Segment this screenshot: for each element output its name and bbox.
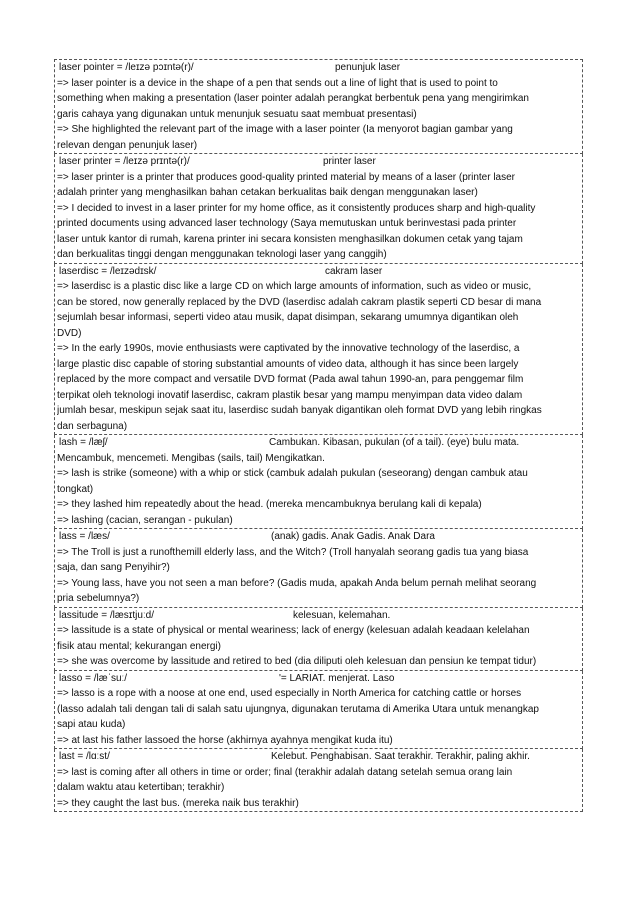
definition-line: can be stored, now generally replaced by the DVD (laserdisc adalah cakram plastik seperti CD besar di mana: [57, 296, 542, 308]
translation: printer laser: [323, 156, 376, 167]
example-line: printed documents using advanced laser technology (Saya memutuskan untuk berinvestasi pada printer: [57, 218, 517, 229]
example-line: => The Troll is just a runofthemill elderly lass, and the Witch? (Troll hanyalah seorang gadis tua yang biasa: [57, 546, 529, 558]
dictionary-document: [54, 59, 583, 812]
term: lasso = /læˈsuː/: [59, 672, 128, 684]
translation: Kelebut. Penghabisan. Saat terakhir. Terakhir, paling akhir.: [271, 751, 530, 762]
example-line: => they lashed him repeatedly about the head. (mereka mencambuknya berulang kali di kepala): [57, 499, 482, 510]
definition-line: => lasso is a rope with a noose at one end, used especially in North America for catching cattle or horses: [57, 688, 522, 699]
entry-header: [57, 608, 581, 624]
example-line: => She highlighted the relevant part of the image with a laser pointer (Ia menyorot bagian gambar yang: [57, 124, 513, 135]
definition-line: (lasso adalah tali dengan tali di salah satu ujungnya, digunakan terutama di Amerika Utara untuk menangkap: [57, 703, 539, 715]
example-line: laser untuk kantor di rumah, karena printer ini secara konsisten menghasilkan dokumen cetak yang tajam: [57, 233, 523, 245]
example-line: => Young lass, have you not seen a man before? (Gadis muda, apakah Anda belum pernah melihat seorang: [57, 577, 537, 589]
term: last = /lɑːst/: [59, 751, 110, 762]
entry-header: [57, 529, 581, 545]
example-line: => she was overcome by lassitude and retired to bed (dia diliputi oleh kelesuan dan pensiun ke tempat tidur): [57, 656, 537, 667]
term: laser pointer = /leɪzə pɔɪntə(r)/: [59, 62, 194, 73]
example-line: jumlah besar, meskipun sejak saat itu, laserdisc sudah banyak digantikan oleh format DVD yang lebih ringkas: [57, 405, 542, 416]
entry-lash: [54, 435, 583, 529]
entry-header: [57, 264, 581, 280]
term: lash = /læʃ/: [59, 437, 108, 448]
example-line: => I decided to invest in a laser printer for my home office, as it consistently produces sharp and high-quality: [57, 202, 536, 214]
definition-line: => laserdisc is a plastic disc like a large CD on which large amounts of information, such as video or music,: [57, 281, 532, 292]
translation: cakram laser: [325, 265, 383, 277]
definition-line: sejumlah besar informasi, seperti video atau musik, dapat disimpan, sekarang umumnya digantikan oleh: [57, 312, 519, 323]
definition-line: dalam waktu atau ketertiban; terakhir): [57, 782, 225, 793]
example-line: => they caught the last bus. (mereka naik bus terakhir): [57, 797, 299, 809]
entry-header: [57, 435, 581, 451]
example-line: large plastic disc capable of storing substantial amounts of video data, although it has since been largely: [57, 358, 519, 370]
definition-line: => laser printer is a printer that produces good-quality printed material by means of a laser (printer laser: [57, 171, 516, 183]
entry-lasso: [54, 671, 583, 750]
entry-laserdisc: [54, 264, 583, 436]
example-line: saja, dan sang Penyihir?): [57, 562, 170, 573]
entry-header: [57, 749, 581, 765]
translation-line: Mencambuk, mencemeti. Mengibas (sails, tail) Mengikatkan.: [57, 452, 325, 464]
entry-laser-pointer: [54, 59, 583, 154]
definition-line: adalah printer yang menghasilkan bahan cetakan berkualitas baik dengan menggunakan laser): [57, 187, 478, 198]
translation: penunjuk laser: [335, 62, 401, 73]
definition-line: => lash is strike (someone) with a whip or stick (cambuk adalah pukulan (seseorang) dengan cambuk atau: [57, 468, 528, 479]
example-line: => lashing (cacian, serangan - pukulan): [57, 514, 233, 526]
example-line: => In the early 1990s, movie enthusiasts were captivated by the innovative technology of the laserdisc, a: [57, 343, 520, 354]
entry-header: [57, 671, 581, 687]
definition-line: fisik atau mental; kekurangan energi): [57, 640, 221, 652]
example-line: dan serbaguna): [57, 420, 128, 432]
entry-laser-printer: [54, 154, 583, 264]
definition-line: => lassitude is a state of physical or mental weariness; lack of energy (kelesuan adalah keadaan kelelahan: [57, 625, 530, 636]
term: lass = /læs/: [59, 531, 110, 542]
term: laser printer = /leɪzə prɪntə(r)/: [59, 156, 190, 167]
example-line: pria sebelumnya?): [57, 593, 140, 604]
entry-last: [54, 749, 583, 812]
example-line: relevan dengan penunjuk laser): [57, 139, 198, 151]
example-line: replaced by the more compact and versatile DVD format (Pada awal tahun 1990-an, para penggemar film: [57, 374, 524, 385]
definition-line: sapi atau kuda): [57, 719, 126, 730]
translation: '= LARIAT. menjerat. Laso: [279, 672, 395, 684]
entry-header: [57, 154, 581, 170]
term: laserdisc = /leɪzədɪsk/: [59, 265, 157, 277]
example-line: => at last his father lassoed the horse (akhirnya ayahnya mengikat kuda itu): [57, 734, 393, 746]
definition-line: garis cahaya yang digunakan untuk menunjuk sesuatu saat membuat presentasi): [57, 108, 417, 120]
translation: (anak) gadis. Anak Gadis. Anak Dara: [271, 531, 435, 542]
definition-line: DVD): [57, 327, 82, 339]
entry-header: [57, 60, 581, 76]
definition-line: => laser pointer is a device in the shape of a pen that sends out a line of light that is used to point to: [57, 77, 498, 89]
entry-lass: [54, 529, 583, 608]
definition-line: something when making a presentation (laser pointer adalah perangkat berbentuk pena yang mengirimkan: [57, 93, 529, 104]
entry-lassitude: [54, 608, 583, 671]
example-line: terpikat oleh teknologi inovatif laserdisc, cakram plastik besar yang mampu menyimpan data video dalam: [57, 389, 523, 401]
translation: Cambukan. Kibasan, pukulan (of a tail). (eye) bulu mata.: [269, 437, 520, 448]
example-line: dan berkualitas tinggi dengan menggunakan teknologi laser yang canggih): [57, 249, 387, 260]
term: lassitude = /læsɪtjuːd/: [59, 609, 154, 621]
translation: kelesuan, kelemahan.: [293, 609, 391, 621]
definition-line: tongkat): [57, 483, 94, 495]
definition-line: => last is coming after all others in time or order; final (terakhir adalah datang setelah semua orang lain: [57, 766, 513, 778]
